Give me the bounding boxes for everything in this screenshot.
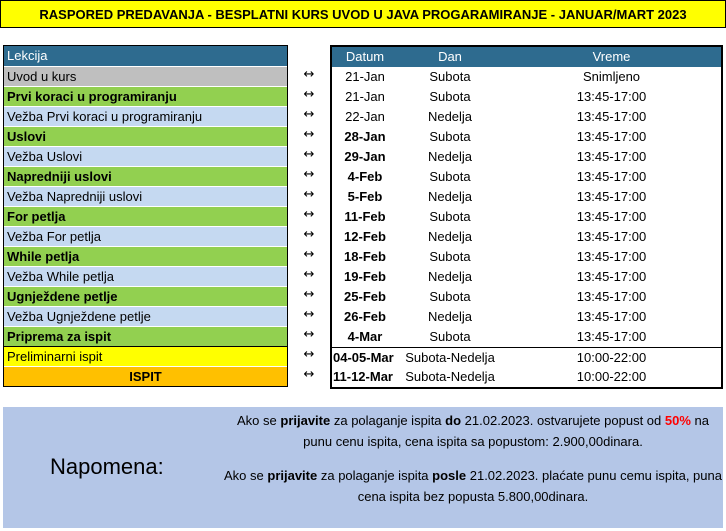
lesson-row: Uslovi (4, 126, 287, 146)
arrow-column (295, 65, 323, 385)
lesson-table (3, 45, 288, 387)
day-cell: Subota (429, 169, 471, 184)
date-cell: 25-Feb (344, 289, 386, 304)
schedule-row (332, 87, 721, 107)
schedule-row (332, 247, 721, 267)
schedule-row (332, 167, 721, 187)
day-cell: Nedelja (427, 189, 473, 204)
day-cell: Subota (429, 129, 471, 144)
time-cell: 13:45-17:00 (576, 229, 647, 244)
day-cell: Nedelja (427, 149, 473, 164)
double-arrow-icon: ↔ (303, 107, 315, 122)
time-cell: 10:00-22:00 (576, 350, 647, 365)
lesson-header: Lekcija (4, 46, 287, 66)
schedule-row (332, 227, 721, 247)
schedule-row (332, 207, 721, 227)
schedule-row (332, 107, 721, 127)
date-cell: 28-Jan (344, 129, 386, 144)
time-cell: 13:45-17:00 (576, 309, 647, 324)
time-cell: 13:45-17:00 (576, 129, 647, 144)
double-arrow-icon: ↔ (303, 287, 315, 302)
lesson-row: Uvod u kurs (4, 66, 287, 86)
date-cell: 11-Feb (344, 209, 386, 224)
schedule-row (332, 67, 721, 87)
date-cell: 29-Jan (344, 149, 386, 164)
note-full-price-text: Ako se prijavite za polaganje ispita posle 21.02.2023. plaćate punu cemu ispita, puna cena ispita bez popusta 5.800,00dinara. (224, 468, 722, 504)
lesson-row: Ugnježdene petlje (4, 286, 287, 306)
day-cell: Subota (429, 69, 471, 84)
day-cell: Nedelja (427, 269, 473, 284)
time-cell: 13:45-17:00 (576, 209, 647, 224)
time-header: Vreme (592, 49, 631, 64)
lesson-row: Vežba While petlja (4, 266, 287, 286)
time-cell: Snimljeno (582, 69, 641, 84)
date-cell: 11-12-Mar (333, 369, 393, 384)
lesson-row: Prvi koraci u programiranju (4, 86, 287, 106)
double-arrow-icon: ↔ (303, 347, 315, 362)
discount-percent: 50% (664, 413, 691, 428)
time-cell: 13:45-17:00 (576, 269, 647, 284)
lesson-row: Vežba Napredniji uslovi (4, 186, 287, 206)
note-label: Napomena: (50, 454, 164, 479)
time-cell: 13:45-17:00 (576, 109, 647, 124)
note-discount-text: Ako se prijavite za polaganje ispita do 21.02.2023. ostvarujete popust od 50% na punu cenu ispita, cena ispita sa popustom: 2.900,00dinara. (237, 413, 709, 449)
schedule-row (332, 267, 721, 287)
day-cell: Subota-Nedelja (405, 369, 495, 384)
date-cell: 21-Jan (345, 89, 385, 104)
double-arrow-icon: ↔ (303, 207, 315, 222)
day-cell: Subota (429, 209, 471, 224)
date-cell: 04-05-Mar (333, 350, 394, 365)
double-arrow-icon: ↔ (303, 127, 315, 142)
date-cell: 5-Feb (347, 189, 383, 204)
lesson-row: Vežba Ugnježdene petlje (4, 306, 287, 326)
lesson-row: While petlja (4, 246, 287, 266)
double-arrow-icon: ↔ (303, 67, 315, 82)
double-arrow-icon: ↔ (303, 247, 315, 262)
day-cell: Subota (429, 329, 471, 344)
date-header: Datum (345, 49, 385, 64)
schedule-table (330, 45, 723, 389)
schedule-header (332, 47, 721, 67)
date-cell: 18-Feb (344, 249, 386, 264)
time-cell: 13:45-17:00 (576, 289, 647, 304)
double-arrow-icon: ↔ (303, 307, 315, 322)
date-cell: 4-Mar (347, 329, 383, 344)
page-title: RASPORED PREDAVANJA - BESPLATNI KURS UVOD U JAVA PROGARAMIRANJE - JANUAR/MART 2023 (0, 0, 726, 28)
schedule-row (332, 327, 721, 347)
date-cell: 19-Feb (344, 269, 386, 284)
schedule-row (332, 187, 721, 207)
day-cell: Subota-Nedelja (405, 350, 495, 365)
day-cell: Subota (429, 89, 471, 104)
day-cell: Nedelja (427, 229, 473, 244)
lesson-row: Napredniji uslovi (4, 166, 287, 186)
double-arrow-icon: ↔ (303, 87, 315, 102)
schedule-row (332, 307, 721, 327)
schedule-row (332, 287, 721, 307)
day-cell: Subota (429, 289, 471, 304)
date-cell: 26-Feb (344, 309, 386, 324)
date-cell: 22-Jan (345, 109, 385, 124)
day-cell: Nedelja (427, 309, 473, 324)
lesson-row: Vežba Uslovi (4, 146, 287, 166)
time-cell: 13:45-17:00 (576, 89, 647, 104)
lesson-row: Vežba For petlja (4, 226, 287, 246)
double-arrow-icon: ↔ (303, 167, 315, 182)
time-cell: 13:45-17:00 (576, 169, 647, 184)
schedule-row (332, 147, 721, 167)
schedule-row (332, 367, 721, 387)
day-cell: Nedelja (427, 109, 473, 124)
date-cell: 4-Feb (347, 169, 383, 184)
double-arrow-icon: ↔ (303, 327, 315, 342)
time-cell: 13:45-17:00 (576, 149, 647, 164)
double-arrow-icon: ↔ (303, 367, 315, 382)
day-cell: Subota (429, 249, 471, 264)
double-arrow-icon: ↔ (303, 267, 315, 282)
lesson-row: Priprema za ispit (4, 326, 287, 346)
note-panel (3, 407, 723, 528)
date-cell: 12-Feb (344, 229, 386, 244)
lesson-row: For petlja (4, 206, 287, 226)
lesson-row: Vežba Prvi koraci u programiranju (4, 106, 287, 126)
day-header: Dan (438, 49, 462, 64)
schedule-row (332, 347, 721, 367)
double-arrow-icon: ↔ (303, 227, 315, 242)
double-arrow-icon: ↔ (303, 147, 315, 162)
time-cell: 13:45-17:00 (576, 249, 647, 264)
date-cell: 21-Jan (345, 69, 385, 84)
schedule-row (332, 127, 721, 147)
double-arrow-icon: ↔ (303, 187, 315, 202)
time-cell: 10:00-22:00 (576, 369, 647, 384)
lesson-row: Preliminarni ispit (4, 346, 287, 366)
time-cell: 13:45-17:00 (576, 189, 647, 204)
lesson-row: ISPIT (4, 366, 287, 386)
time-cell: 13:45-17:00 (576, 329, 647, 344)
